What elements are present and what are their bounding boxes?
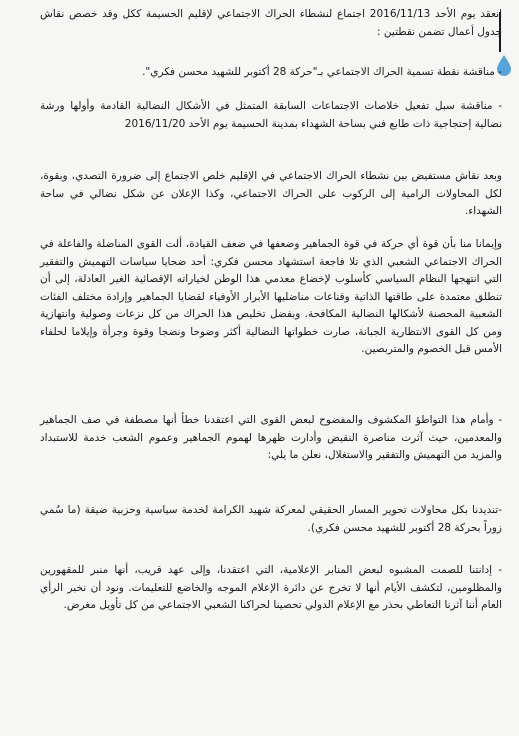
- condemnation-paragraph: -تنديدنا بكل محاولات تحوير المسار الحقيقي لمعركة شهيد الكرامة لخدمة سياسية وحزبية ضيقة (ما سُمي زوراً بحركة 28 أكتوبر للشهيد محسن فكري).: [40, 504, 502, 534]
- media-paragraph: - إدانتنا للصمت المشبوه لبعض المنابر الإعلامية، التي اعتقدنا، وإلى عهد قريب، أنها منبر للمقهورين والمظلومين، لتكشف الأيام أنها لا تخرج عن دائرة الإعلام الموجه والخاضع للتعليمات. ونود أن نخبر الرأي العام أننا آثرنا التعاطي بحذر مع الإعلام الدولي تحصينا لحراكنا الشعبي الاجتماعي من كل تأويل مغرض.: [40, 564, 502, 611]
- intro-paragraph: انعقد يوم الأحد 2016/11/13 اجتماع لنشطاء الحراك الاجتماعي لإقليم الحسيمة ككل وقد خصص نقاش جدول أعمال تضمن نقطتين :: [40, 8, 502, 38]
- collusion-paragraph: - وأمام هذا التواطؤ المكشوف والمفضوح لبعض القوى التي اعتقدنا خطأ أنها مصطفة في صف الجماهير والمعدمين، حيث آثرت مناصرة النقيض وأدارت ظهرها لهموم الجماهير وعموم الشعب خدمة للاستبداد والمزيد من التهميش والتفقير والاستغلال، نعلن ما يلي:: [40, 414, 502, 461]
- agenda-item-2: - مناقشة سبل تفعيل خلاصات الاجتماعات السابقة المتمثل في الأشكال النضالية القادمة وأولها ورشة نضالية إحتجاجية ذات طابع فني بساحة الشهداء بمدينة الحسيمة يوم الأحد 2016/11/20: [40, 100, 502, 130]
- discussion-paragraph: وبعد نقاش مستفيض بين نشطاء الحراك الاجتماعي في الإقليم خلص الاجتماع إلى ضرورة التصدي، وبقوة، لكل المحاولات الرامية إلى الركوب على الحراك الاجتماعي، وكذا الإعلان عن شكل نضالي في ساحة الشهداء.: [40, 170, 502, 217]
- agenda-item-1: - مناقشة نقطة تسمية الحراك الاجتماعي بـ"حركة 28 أكتوبر للشهيد محسن فكري".: [142, 66, 502, 78]
- belief-paragraph: وإيمانا منا بأن قوة أي حركة في قوة الجماهير وضعفها في ضعف القيادة، ألت القوى المناضلة والفاعلة في الحراك الاجتماعي الشعبي الذي تلا فاجعة استشهاد محسن فكري: أحد ضحايا سياسات التهميش والتفقير التي انتهجها النظام السياسي كأسلوب لإخضاع معدمي هذا الوطن لخياراته الإقصائية الغير العادلة، إلى أن تنطلق معتمدة على طاقتها الذاتية وقناعات مناضليها الأبرار الأوفياء لقضايا الجماهير وإرادة مختلف الفئات الشعبية المحصنة لأشكالها النضالية المكافحة. وبفضل تخليص هذا الحراك من كل نزعات وصولية وانتهازية ومن كل القوى الانتظارية الجبانة، صارت خطواتها النضالية أكثر وضوحا ونضجا وقوة وجرأة وإيلاما لحلفاء الأمس قبل الخصوم والمتربصين.: [40, 238, 502, 355]
